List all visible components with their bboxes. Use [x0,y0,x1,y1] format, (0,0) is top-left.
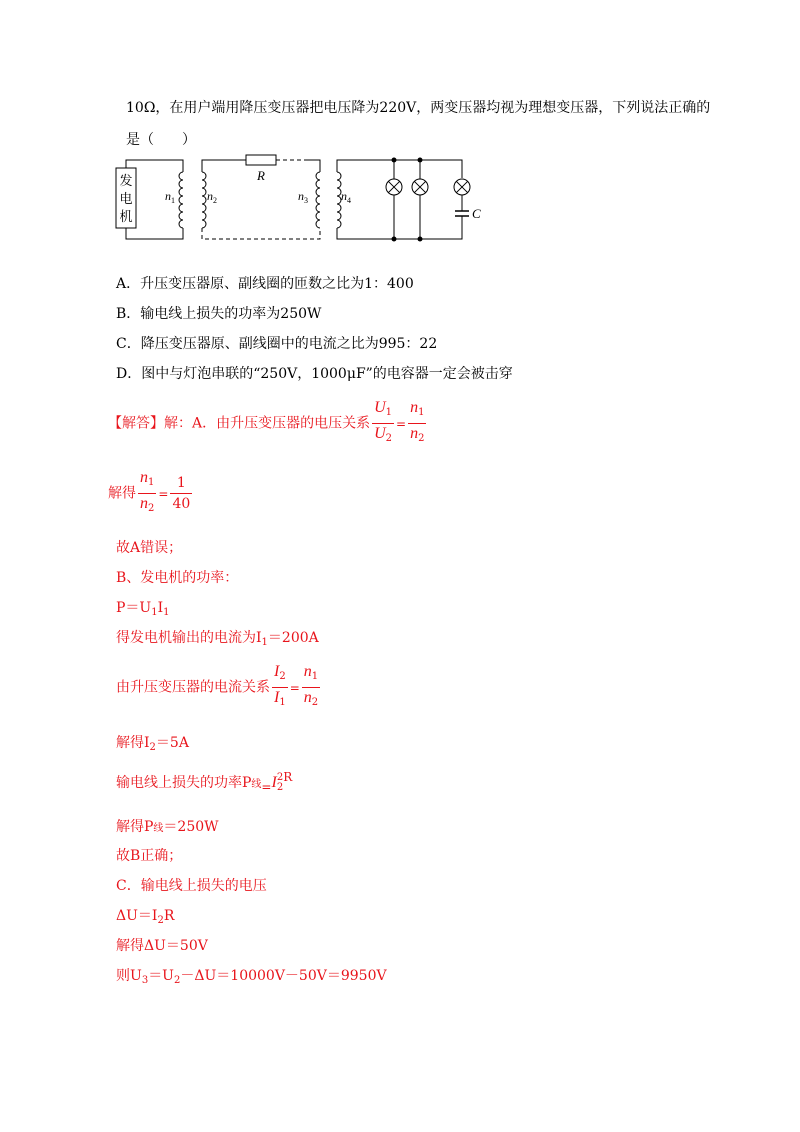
lamp-icon [454,179,470,195]
i2-result: 解得$I_2=5A$ [116,735,189,753]
lamp-icon [412,179,428,195]
circuit-diagram [0,150,800,250]
tx-wire-top-right [305,160,320,172]
label-n4: $n_4$ [341,189,351,205]
coil-n1 [179,172,183,228]
b-header: B、发电机的功率： [116,570,239,586]
solve-a: 解得 $\frac{n_1}{n_2}$ = $\frac{1}{40}$ [108,468,194,518]
fraction-n1-n2: $\frac{n_1}{n_2}$ [410,399,425,444]
option-b: B．输电线上损失的功率为250W [116,306,322,322]
load-wire-top [337,160,462,178]
junction-dot [392,237,397,242]
junction-dot [418,237,423,242]
coil-n3 [316,172,320,228]
current-line: 得发电机输出的电流为$I_1=200A$ [116,630,319,648]
current-relation: 由升压变压器的电流关系 $\frac{I_2}{I_1}$ = $\frac{n_1}{n_2}$ [116,662,322,712]
fraction-u1-u2: $\frac{U_1}{U_2}$ [374,399,393,444]
fraction-ratio: $\frac{n_1}{n_2}$ [140,469,155,514]
junction-dot [392,158,397,163]
power-equation: $P=U_1I_1$ [116,600,170,618]
du-result: 解得ΔU＝50V [116,938,208,954]
conclusion-a: 故A错误； [116,540,183,556]
resistor-R [246,155,276,165]
option-c: C．降压变压器原、副线圈中的电流之比为995：22 [116,336,438,352]
label-C: C [472,206,481,221]
fraction-n1-n2-b: $\frac{n_1}{n_2}$ [303,663,319,708]
question-line-2: 是（ ） [126,132,196,148]
generator-char-3: 机 [119,209,133,224]
load-wire-bottom [337,225,462,239]
option-a: A．升压变压器原、副线圈的匝数之比为1：400 [116,276,414,292]
fraction-i2-i1: $\frac{I_2}{I_1}$ [274,663,286,708]
label-n1: $n_1$ [165,189,175,205]
lamp-icon [386,179,402,195]
question-line-1: 10Ω，在用户端用降压变压器把电压降为220V，两变压器均视为理想变压器，下列说法正确的 [126,100,711,116]
tx-wire-bottom [202,228,320,239]
label-n2: $n_2$ [207,189,217,205]
c-header: C．输电线上损失的电压 [116,878,267,894]
label-n3: $n_3$ [298,189,308,205]
tx-wire-top-left [202,160,246,172]
loss-power-line: 输电线上损失的功率P线=I 2 2 R [116,770,293,794]
option-d: D．图中与灯泡串联的“250V，1000μF”的电容器一定会被击穿 [116,366,513,382]
primary-wire-bottom [126,228,183,239]
answer-intro: 【解答】解：A．由升压变压器的电压关系 $\frac{U_1}{U_2}$ = $\frac{n_1}{n_2}$ [108,398,428,448]
generator-char-1: 发 [119,173,133,188]
ploss-result: 解得P线＝250W [116,819,219,835]
primary-wire [126,160,183,172]
u3-result: 则$U_3=U_2-\Delta U=10000V-50V=9950V$ [116,968,387,986]
generator-char-2: 电 [119,191,133,206]
du-equation: $\Delta U=I_2R$ [116,908,175,926]
coil-n2 [202,172,206,228]
fraction-1-40: $\frac{1}{40}$ [172,475,191,512]
conclusion-b: 故B正确； [116,848,183,864]
junction-dot [418,158,423,163]
label-R: R [257,168,265,183]
